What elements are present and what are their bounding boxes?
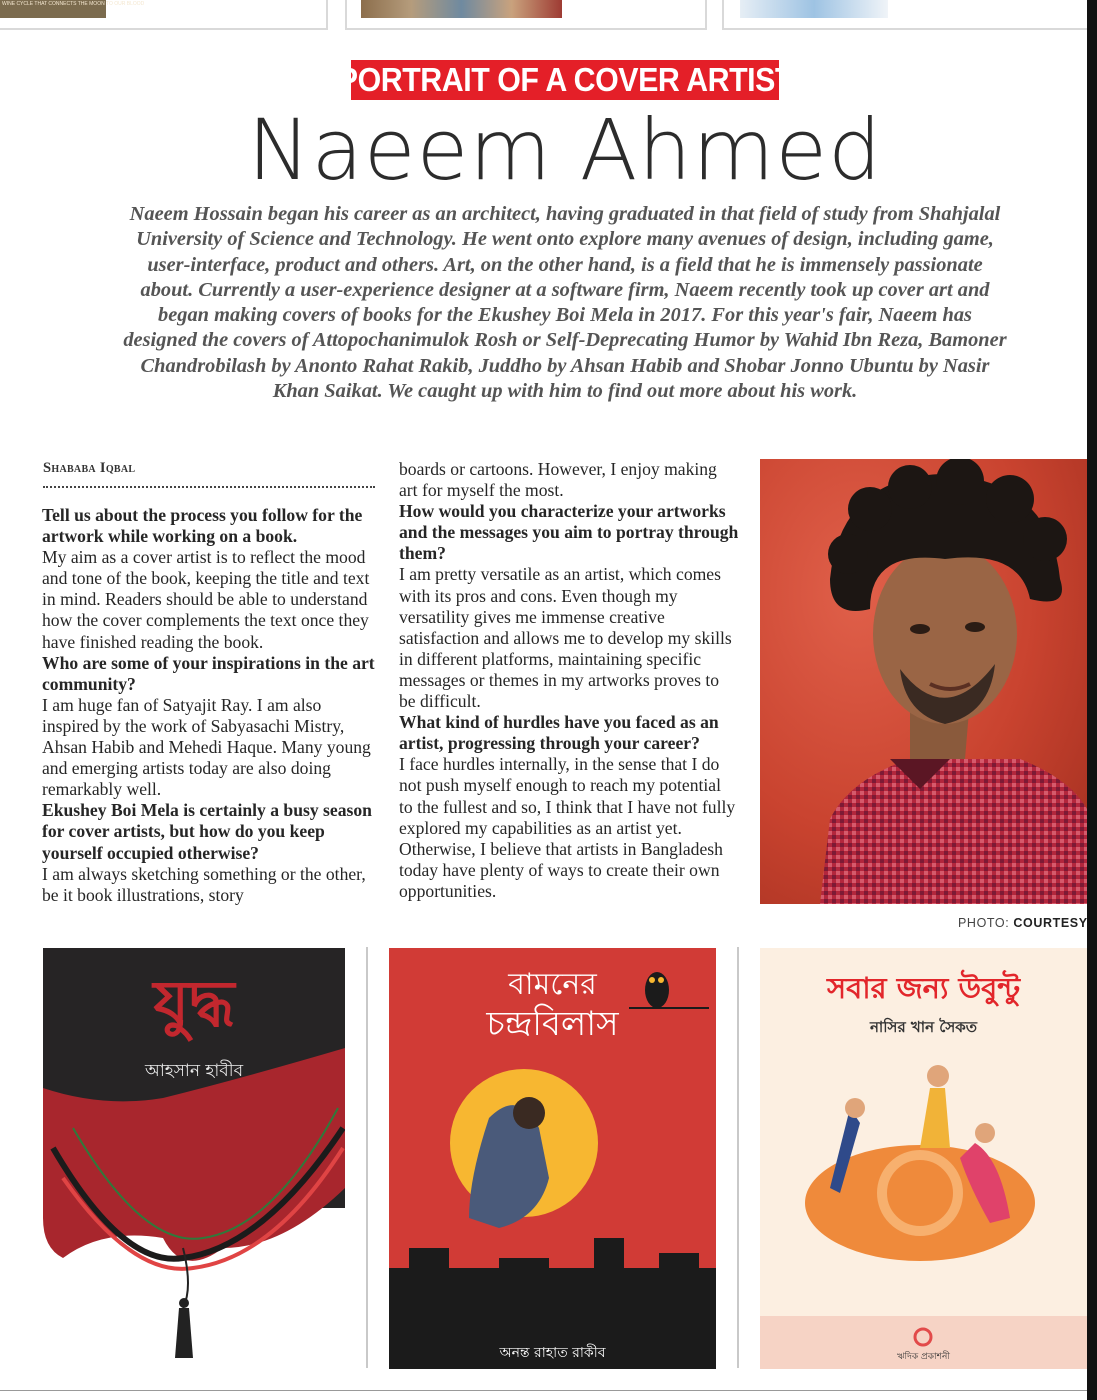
photo-caption — [958, 916, 1088, 930]
portrait-photo — [760, 459, 1087, 904]
photo-caption-label: PHOTO: — [958, 916, 1014, 930]
photo-caption-credit: COURTESY — [1013, 916, 1088, 930]
question-3: Ekushey Boi Mela is certainly a busy season for cover artists, but how do you keep yourself occupied otherwise? — [42, 800, 372, 863]
kicker-text: PORTRAIT OF A COVER ARTIST — [337, 61, 793, 98]
ubuntu-title: সবার জন্য উবুন্টু — [826, 971, 1021, 1005]
byline: Shababa Iqbal — [43, 460, 136, 476]
thumbnail-image-1 — [0, 0, 145, 18]
bamoner-title-line2: চন্দ্রবিলাস — [486, 1004, 619, 1044]
question-1: Tell us about the process you follow for the artwork while working on a book. — [42, 505, 363, 547]
book-cover-juddho — [43, 948, 345, 1369]
question-5: What kind of hurdles have you faced as an artist, progressing through your career? — [399, 712, 719, 754]
kicker-banner — [337, 60, 793, 100]
byline-divider — [43, 486, 375, 488]
intro-paragraph: Naeem Hossain began his career as an architect, having graduated in that field of study from Shahjalal University of Science and Technology. He went onto explore many avenues of design, including game, user-interface, product and others. Art, on the other hand, is a field that he is immensely passionate about. Currently a user-experience designer at a software firm, Naeem recently took up cover art and began making covers of books for the Ekushey Boi Mela in 2017. For this year's fair, Naeem has designed the covers of Attopochanimulok Rosh or Self-Deprecating Humor by Wahid Ibn Reza, Bamoner Chandrobilash by Anonto Rahat Rakib, Juddho by Ahsan Habib and Shobar Jonno Ubuntu by Nasir Khan Saikat. We caught up with him to find out more about his work. — [123, 203, 1007, 403]
answer-3-part-1: I am always sketching something or the other, be it book illustrations, story — [42, 863, 366, 905]
thumbnail-frame-3 — [722, 0, 1087, 30]
question-2: Who are some of your inspirations in the art community? — [42, 652, 375, 694]
answer-1: My aim as a cover artist is to reflect the mood and tone of the book, keeping the title and text in mind. Readers should be able to understand how the cover complements the text once they have finished reading the book. — [42, 547, 370, 652]
book-cover-ubuntu — [760, 948, 1087, 1369]
article-title: Naeem Ahmed — [247, 101, 883, 199]
question-4: How would you characterize your artworks and the messages you aim to portray through them? — [399, 501, 739, 564]
thumbnail-frame-2 — [345, 0, 707, 30]
answer-5: I face hurdles internally, in the sense that I do not push myself enough to reach my potential to the fullest and so, I think that I have not fully explored my capabilities as an artist yet. Otherwise, I believe that artists in Bangladesh today have plenty of ways to create their own opportunities. — [399, 754, 736, 901]
bamoner-title-line1: বামনের — [508, 967, 597, 1002]
portrait-illustration — [760, 459, 1087, 904]
thumbnail-image-3 — [740, 0, 888, 18]
cover-divider-1 — [366, 947, 368, 1368]
article-column-1 — [42, 505, 382, 906]
thumbnail-image-2 — [361, 0, 562, 18]
answer-3-part-2: boards or cartoons. However, I enjoy making art for myself the most. — [399, 459, 717, 501]
cover-divider-2 — [737, 947, 739, 1368]
book-cover-bamoner — [389, 948, 716, 1369]
article-column-2 — [399, 459, 739, 902]
answer-2: I am huge fan of Satyajit Ray. I am also inspired by the work of Sabyasachi Mistry, Ahsan Habib and Mehedi Haque. Many young and emerging artists today are also doing remarkably well. — [42, 694, 371, 800]
thumbnail-frame-1 — [0, 0, 328, 30]
bamoner-author: অনন্ত রাহাত রাকীব — [499, 1345, 606, 1361]
juddho-author: আহসান হাবীব — [144, 1061, 244, 1081]
thumbnail-1-text: WINE CYCLE THAT CONNECTS THE MOON TO OUR BLOOD — [2, 1, 145, 7]
juddho-title: যুদ্ধ — [153, 966, 235, 1039]
page-edge-bar — [1087, 0, 1097, 1400]
ubuntu-publisher: ঋদিক প্রকাশনী — [897, 1352, 950, 1362]
ubuntu-author: নাসির খান সৈকত — [869, 1018, 978, 1036]
answer-4: I am pretty versatile as an artist, which comes with its pros and cons. Even though my versatility gives me immense creative satisfaction and allows me to develop my skills in different platforms, maintaining specific messages or themes in my artworks proves to be difficult. — [399, 564, 732, 712]
top-thumbnail-strip — [0, 0, 1097, 32]
bottom-rule — [0, 1390, 1087, 1391]
